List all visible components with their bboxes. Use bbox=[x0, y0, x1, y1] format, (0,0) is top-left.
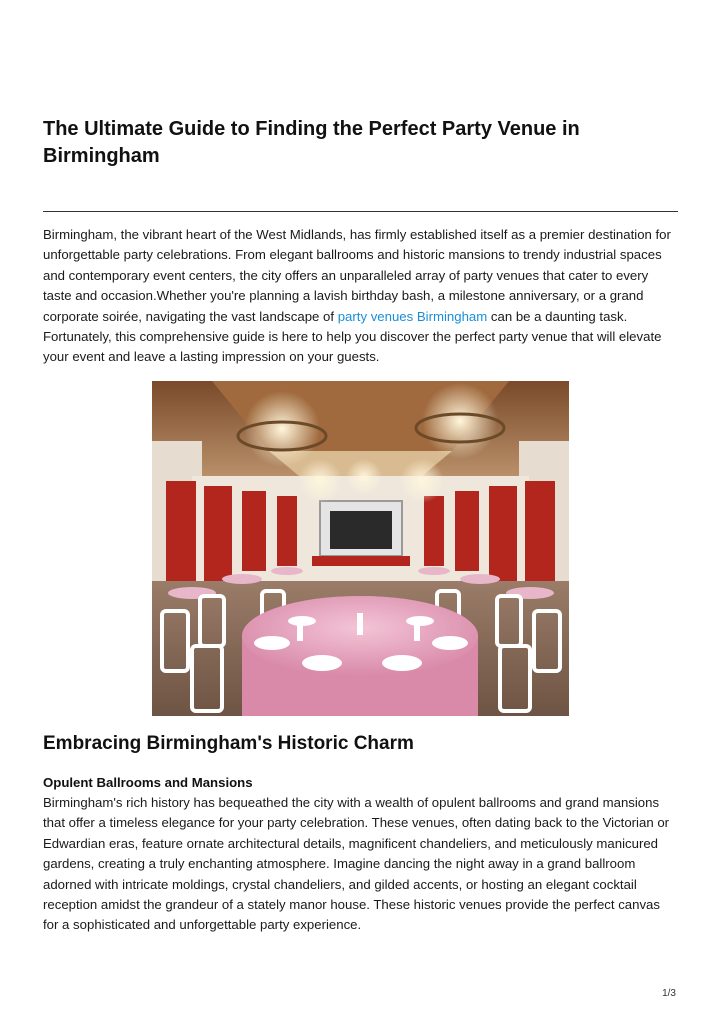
section-heading: Embracing Birmingham's Historic Charm bbox=[43, 733, 414, 754]
intro-paragraph bbox=[43, 225, 679, 368]
intro-text-after-link: can be a daunting task. Fortunately, this comprehensive guide is here to help you discover the perfect party venue that will elevate your event and leave a lasting impression on your guests. bbox=[43, 308, 662, 365]
page-number: 1/3 bbox=[662, 988, 676, 999]
intro-text-before-link: Birmingham, the vibrant heart of the West Midlands, has firmly established itself as a premier destination for unforgettable party celebrations. From elegant ballrooms and historic mansions to trendy industrial spaces and contemporary event centers, the city offers an unparalleled array of party venues that cater to every taste and occasion.Whether you're planning a lavish birthday bash, a milestone anniversary, or a grand corporate soirée, navigating the vast landscape of bbox=[43, 227, 671, 324]
section-body: Birmingham's rich history has bequeathed the city with a wealth of opulent ballrooms and grand mansions that offer a timeless elegance for your party celebration. These venues, often dating back to the Victorian or Edwardian eras, feature ornate architectural details, magnificent chandeliers, and meticulously manicured gardens, creating a truly enchanting atmosphere. Imagine dancing the night away in a grand ballroom adorned with intricate moldings, crystal chandeliers, and gilded accents, or hosting an elegant cocktail reception amidst the grandeur of a stately manor house. These historic venues provide the perfect canvas for a sophisticated and unforgettable party experience. bbox=[43, 795, 670, 933]
banquet-hall-photo bbox=[152, 381, 569, 716]
party-venues-link[interactable]: party venues Birmingham bbox=[337, 308, 488, 324]
section-subheading: Opulent Ballrooms and Mansions bbox=[43, 775, 253, 790]
banquet-hall-illustration bbox=[152, 381, 569, 716]
document-title: The Ultimate Guide to Finding the Perfect Party Venue in Birmingham bbox=[43, 118, 580, 167]
title-divider bbox=[43, 211, 678, 212]
